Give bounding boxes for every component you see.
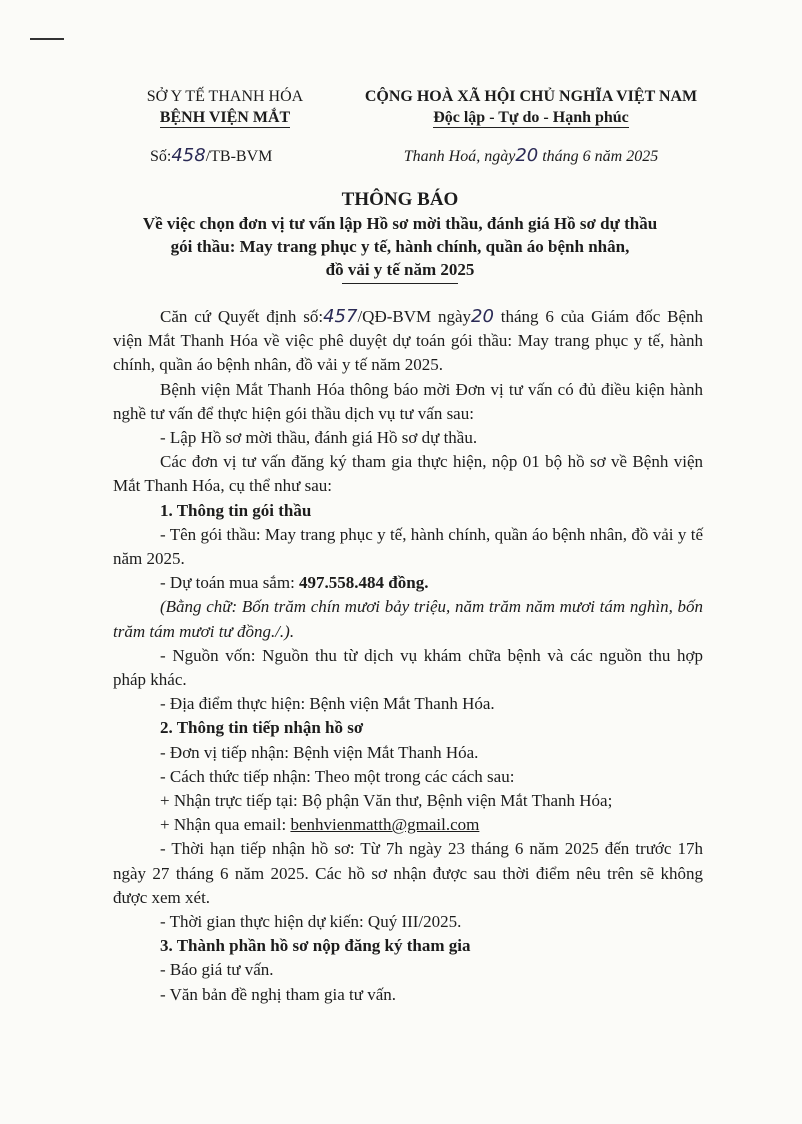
handwritten-decision-day: 20 [471,306,494,327]
receiving-method: - Cách thức tiếp nhận: Theo một trong các cách sau: [160,766,515,786]
section-heading-1: 1. Thông tin gói thầu [160,500,312,520]
document-date: Thanh Hoá, ngày20 tháng 6 năm 2025 [403,145,659,166]
handwritten-doc-number: 458 [171,145,206,166]
issuer-hospital: BỆNH VIỆN MẮT [159,109,291,126]
receive-by-email: + Nhận qua email: benhvienmatth@gmail.com [160,815,480,835]
national-motto: Độc lập - Tự do - Hạnh phúc [433,109,629,126]
document-subject: Về việc chọn đơn vị tư vấn lập Hồ sơ mời thầu, đánh giá Hồ sơ dự thầu gói thầu: May trang phục y tế, hành chính, quần áo bệnh nhân, đồ vải y tế năm 2025 [80,212,720,284]
invitation-paragraph: Bệnh viện Mắt Thanh Hóa thông báo mời Đơn vị tư vấn có đủ điều kiện hành nghề tư vấn để thực hiện gói thầu dịch vụ tư vấn sau: [113,379,703,423]
national-heading [345,86,717,128]
basis-paragraph: Căn cứ Quyết định số:457/QĐ-BVM ngày20 tháng 6 của Giám đốc Bệnh viện Mắt Thanh Hóa về việc phê duyệt dự toán gói thầu: May trang phục y tế, hành chính, quần áo bệnh nhân, đồ vải y tế năm 2025. [113,306,703,375]
document-body [113,305,703,1007]
implementation-time: - Thời gian thực hiện dự kiến: Quý III/2025. [160,912,462,932]
country-name: CỘNG HOÀ XÃ HỘI CHỦ NGHĨA VIỆT NAM [364,88,698,105]
issuer-department: SỞ Y TẾ THANH HÓA [146,88,304,105]
package-name: - Tên gói thầu: May trang phục y tế, hành chính, quần áo bệnh nhân, đồ vải y tế năm 2025. [113,524,703,569]
handwritten-day: 20 [515,145,539,166]
service-item: - Lập Hồ sơ mời thầu, đánh giá Hồ sơ dự thầu. [160,428,478,448]
scan-mark [30,38,64,40]
location: - Địa điểm thực hiện: Bệnh viện Mắt Thanh Hóa. [160,694,495,714]
section-heading-3: 3. Thành phần hồ sơ nộp đăng ký tham gia [160,936,471,956]
required-doc-request: - Văn bản đề nghị tham gia tư vấn. [160,984,396,1004]
document-title: THÔNG BÁO [341,189,459,210]
document-number: Số:458/TB-BVM [150,145,273,166]
receive-in-person: + Nhận trực tiếp tại: Bộ phận Văn thư, Bệnh viện Mắt Thanh Hóa; [160,791,613,811]
handwritten-decision-number: 457 [323,306,358,327]
budget-value: 497.558.484 đồng. [299,573,429,593]
receiving-unit: - Đơn vị tiếp nhận: Bệnh viện Mắt Thanh Hóa. [160,742,479,762]
subject-underline [342,283,458,284]
required-doc-quote: - Báo giá tư vấn. [160,960,274,980]
deadline: - Thời hạn tiếp nhận hồ sơ: Từ 7h ngày 23 tháng 6 năm 2025 đến trước 17h ngày 27 tháng 6 năm 2025. Các hồ sơ nhận được sau thời điểm nêu trên sẽ không được xem xét. [113,839,703,907]
budget-line: - Dự toán mua sắm: 497.558.484 đồng. [160,573,429,593]
submission-paragraph: Các đơn vị tư vấn đăng ký tham gia thực hiện, nộp 01 bộ hồ sơ về Bệnh viện Mắt Thanh Hóa, cụ thể như sau: [113,452,703,496]
budget-in-words: (Bằng chữ: Bốn trăm chín mươi bảy triệu, năm trăm năm mươi tám nghìn, bốn trăm tám mươi tư đồng./.). [113,597,703,641]
funding-source: - Nguồn vốn: Nguồn thu từ dịch vụ khám chữa bệnh và các nguồn thu hợp pháp khác. [113,645,703,690]
issuer-block [120,86,330,128]
email-link[interactable]: benhvienmatth@gmail.com [290,815,480,835]
section-heading-2: 2. Thông tin tiếp nhận hồ sơ [160,718,364,738]
